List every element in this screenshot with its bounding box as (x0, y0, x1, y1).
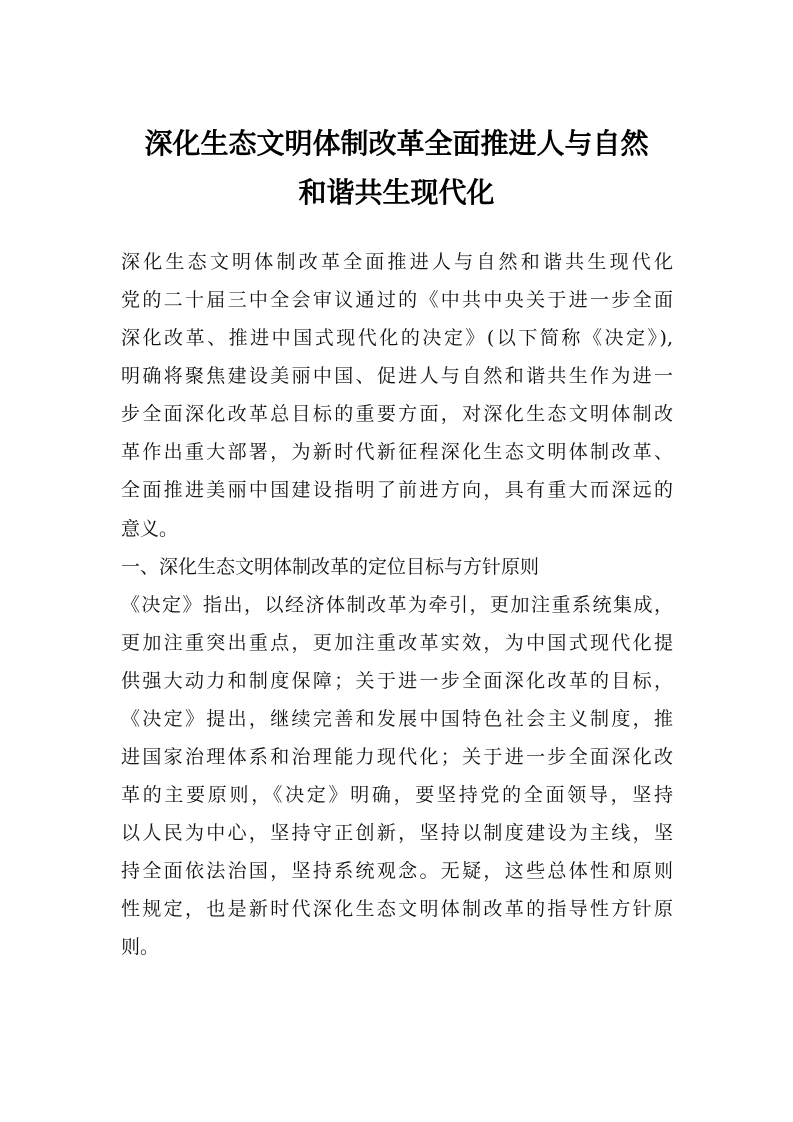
body-line: 持全面依法治国，坚持系统观念。无疑，这些总体性和原则 (121, 860, 673, 882)
document-title-line-2: 和谐共生现代化 (298, 176, 495, 209)
body-line: 供强大动力和制度保障；关于进一步全面深化改革的目标， (121, 670, 673, 692)
body-line: 《决定》指出，以经济体制改革为牵引，更加注重系统集成， (121, 594, 673, 616)
body-line: 意义。 (121, 518, 179, 540)
body-line: 性规定，也是新时代深化生态文明体制改革的指导性方针原 (121, 898, 673, 920)
body-line: 以人民为中心，坚持守正创新，坚持以制度建设为主线，坚 (121, 822, 673, 844)
body-line: 全面推进美丽中国建设指明了前进方向，具有重大而深远的 (121, 479, 673, 501)
body-line: 革作出重大部署，为新时代新征程深化生态文明体制改革、 (121, 441, 673, 463)
body-line: 革的主要原则，《决定》明确，要坚持党的全面领导，坚持 (121, 784, 673, 806)
document-title-line-1: 深化生态文明体制改革全面推进人与自然 (144, 127, 649, 160)
body-line: 步全面深化改革总目标的重要方面，对深化生态文明体制改 (121, 403, 673, 425)
body-line: 则。 (121, 936, 160, 958)
section-heading: 一、深化生态文明体制改革的定位目标与方针原则 (121, 556, 540, 578)
body-line: 《决定》提出，继续完善和发展中国特色社会主义制度，推 (121, 708, 673, 730)
body-line: 深化生态文明体制改革全面推进人与自然和谐共生现代化 (121, 251, 673, 273)
body-line: 更加注重突出重点，更加注重改革实效，为中国式现代化提 (121, 632, 673, 654)
body-line: 党的二十届三中全会审议通过的《中共中央关于进一步全面 (121, 289, 673, 311)
body-line: 进国家治理体系和治理能力现代化；关于进一步全面深化改 (121, 746, 673, 768)
body-line: 深化改革、推进中国式现代化的决定》(以下简称《决定》), (121, 327, 673, 349)
body-line: 明确将聚焦建设美丽中国、促进人与自然和谐共生作为进一 (121, 365, 673, 387)
